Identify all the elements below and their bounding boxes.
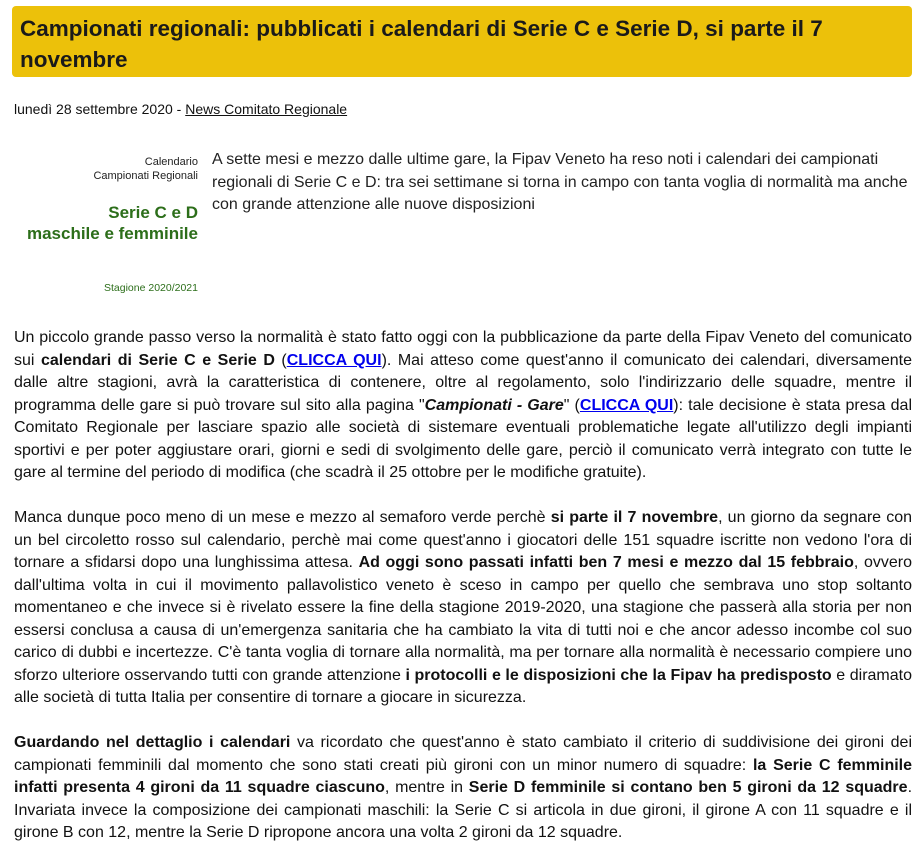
p2-text-1: Manca dunque poco meno di un mese e mezzo al semaforo verde perchè — [14, 509, 551, 526]
p2-text-4: e diramato alle società di tutta Italia per consentire di tornare a giocare in sicurezza. — [14, 666, 912, 706]
article-intro: A sette mesi e mezzo dalle ultime gare, la Fipav Veneto ha reso noti i calendari dei campionati regionali di Serie C e D: tra sei settimane si torna in campo con tanta voglia di normalità ma anche con grande attenzione alle nuove disposizioni — [212, 151, 908, 213]
banner-heading-line-1: Serie C e D — [108, 203, 198, 222]
p3-text-3: . Invariata invece la composizione dei campionati maschili: la Serie C si articola in due gironi, il girone A con 11 squadre e il girone B con 12, mentre la Serie D ripropone ancora una volta 2 gironi da 12 squadre. — [14, 779, 913, 841]
article-title: Campionati regionali: pubblicati i calendari di Serie C e Serie D, si parte il 7 novembre — [20, 16, 823, 72]
p3-bold-1: Guardando nel dettaglio i calendari — [14, 734, 291, 751]
p2-bold-2: Ad oggi sono passati infatti ben 7 mesi e mezzo dal 15 febbraio — [358, 554, 854, 571]
paragraph-2 — [14, 507, 912, 710]
p1-text-3: ). Mai atteso come quest'anno il comunicato dei calendari, diversamente dalle altre stagioni, avrà la caratteristica di contenere, oltre al regolamento, solo l'indirizzario delle squadre, mentre il programma delle gare si può trovare sul sito alla pagina " — [14, 351, 913, 414]
p1-text-1: Un piccolo grande passo verso la normalità è stato fatto oggi con la pubblicazione da parte della Fipav Veneto del comunicato sui — [14, 329, 912, 369]
p3-bold-3: Serie D femminile si contano ben 5 gironi da 12 squadre — [468, 779, 908, 796]
p3-text-1: va ricordato che quest'anno è stato cambiato il criterio di suddivisione dei gironi dei campionati femminili dal momento che sono stati creati più gironi con un minor numero di squadre: — [14, 734, 912, 774]
clicca-qui-link-calendari[interactable]: CLICCA QUI — [286, 351, 382, 369]
paragraph-1 — [14, 327, 912, 485]
category-link[interactable]: News Comitato Regionale — [185, 101, 348, 117]
p1-text-5: ): tale decisione è stata presa dal Comitato Regionale per lasciare spazio alle società di sistemare eventuali problematiche legate all'utilizzo degli impianti sportivi e per poter aggiustare orari, giorni e sedi di svolgimento delle gare, perciò il comunicato verrà integrato con tutte le gare al termine del periodo di modifica (che scadrà il 25 ottobre per le modifiche gratuite). — [14, 396, 913, 481]
banner-season: Stagione 2020/2021 — [103, 282, 198, 294]
p2-bold-1: si parte il 7 novembre — [550, 509, 719, 526]
calendar-banner-image — [12, 150, 200, 302]
p1-bold-1: calendari di Serie C e Serie D — [40, 351, 275, 369]
banner-line-1: Calendario — [144, 156, 198, 168]
p3-text-2: , mentre in — [384, 779, 469, 796]
clicca-qui-link-gare[interactable]: CLICCA QUI — [579, 396, 674, 414]
p1-text-4: " ( — [563, 396, 580, 414]
p3-bold-2: la Serie C femminile infatti presenta 4 gironi da 11 squadre ciascuno — [14, 756, 913, 796]
p2-bold-3: i protocolli e le disposizioni che la Fipav ha predisposto — [405, 666, 832, 684]
paragraph-3 — [14, 732, 912, 845]
p2-text-3: , ovvero dall'ultima volta in cui il movimento pallavolistico veneto è sceso in campo per quello che sembrava uno stop soltanto momentaneo e che invece si è rivelato essere la fine della stagione 2019-2020, una stagione che passerà alla storia per non essersi conclusa a causa di un'emergenza sanitaria che ha cambiato la vita di tutti noi e che ancor adesso incombe col suo carico di dubbi e incertezze. C'è tanta voglia di tornare alla normalità, ma per tornare alla normalità è necessario compiere uno sforzo ulteriore osservando tutti con grande attenzione — [14, 554, 912, 684]
article-title-bar — [12, 6, 912, 77]
p1-text-2: ( — [274, 351, 287, 369]
banner-line-2: Campionati Regionali — [93, 170, 198, 182]
article-meta — [14, 101, 347, 117]
article-body — [14, 327, 912, 867]
banner-heading-line-2: maschile e femminile — [26, 224, 198, 243]
banner-heading — [27, 202, 198, 244]
p2-text-2: , un giorno da segnare con un bel circoletto rosso sul calendario, perchè mai come quest'anno i giocatori delle 151 squadre iscritte non vedono l'ora di tornare a sfidarsi dopo una lunghissima attesa. — [14, 509, 913, 571]
p1-bold-italic-1: Campionati - Gare — [424, 396, 564, 414]
article-date: lunedì 28 settembre 2020 - — [14, 101, 186, 117]
